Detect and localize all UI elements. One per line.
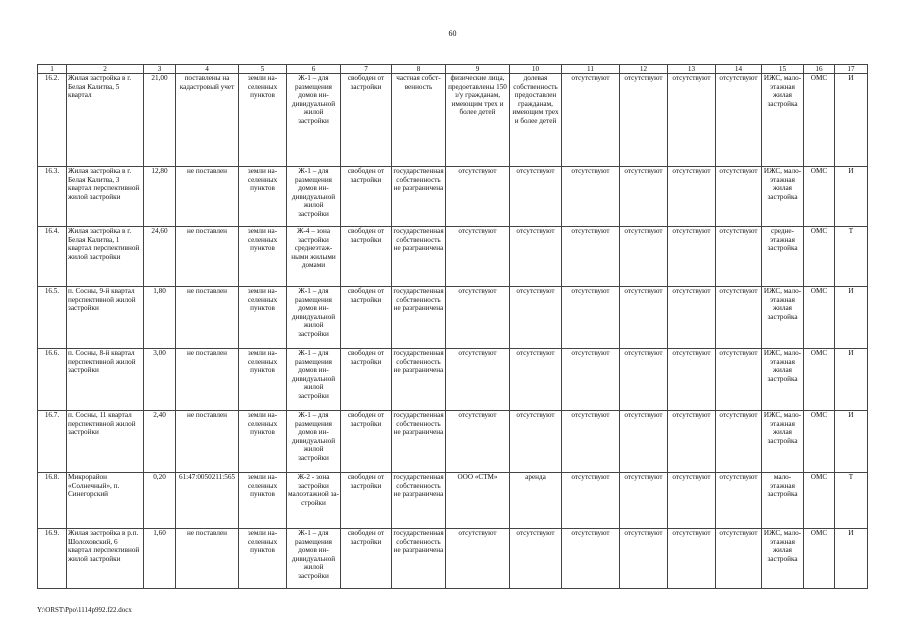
cell-column-12: отсутствуют bbox=[620, 74, 668, 167]
cell-right-type: отсутствуют bbox=[510, 529, 562, 589]
cell-permitted-use: Ж-1 – для размещения домов индивидуальной жилой застройки bbox=[287, 349, 341, 411]
cell-area: 0,20 bbox=[144, 473, 176, 529]
cell-cadastral-status: не поставлен bbox=[176, 167, 239, 227]
cell-column-13: отсутствуют bbox=[668, 349, 716, 411]
cell-ownership: государственная собственность не разграничена bbox=[392, 411, 446, 473]
column-number: 5 bbox=[239, 65, 287, 74]
cell-ownership: государственная собственность не разграничена bbox=[392, 473, 446, 529]
column-number: 4 bbox=[176, 65, 239, 74]
cell-item-number: 16.7. bbox=[38, 411, 67, 473]
cell-column-13: отсутствуют bbox=[668, 529, 716, 589]
cell-location: Микрорайон «Солнечный», п. Синегорский bbox=[67, 473, 144, 529]
cell-column-13: отсутствуют bbox=[668, 411, 716, 473]
cell-column-13: отсутствуют bbox=[668, 167, 716, 227]
cell-cadastral-status: 61:47:0050211:565 bbox=[176, 473, 239, 529]
cell-column-13: отсутствуют bbox=[668, 227, 716, 287]
cell-intended-use: малоэтажная застройка bbox=[762, 473, 804, 529]
cell-right-type: отсутствуют bbox=[510, 411, 562, 473]
cell-rights-holder: физические лица, предоетавлены 150 з/у гражданам, имеющим трех и более детей bbox=[446, 74, 510, 167]
cell-ownership: государственная собственность не разграничена bbox=[392, 167, 446, 227]
column-number: 15 bbox=[762, 65, 804, 74]
cell-ownership: частная собственность bbox=[392, 74, 446, 167]
cell-ownership: государственная собственность не разграничена bbox=[392, 349, 446, 411]
cell-location: Жилая застройка в р.п. Шолоховский, 6 квартал перспективной жилой застройки bbox=[67, 529, 144, 589]
cell-rights-holder: отсутствуют bbox=[446, 287, 510, 349]
cell-intended-use: ИЖС, малоэтажная жилая застройка bbox=[762, 411, 804, 473]
cell-column-14: отсутствуют bbox=[716, 349, 762, 411]
cell-authority: ОМС bbox=[804, 74, 835, 167]
cell-development-status: свободен от застройки bbox=[341, 287, 392, 349]
cell-authority: ОМС bbox=[804, 349, 835, 411]
table-row bbox=[38, 227, 868, 287]
cell-column-14: отсутствуют bbox=[716, 411, 762, 473]
cell-right-type: отсутствуют bbox=[510, 287, 562, 349]
cell-location: п. Сосны, 9-й квартал перспективной жилой застройки bbox=[67, 287, 144, 349]
cell-column-12: отсутствуют bbox=[620, 227, 668, 287]
cell-area: 21,00 bbox=[144, 74, 176, 167]
cell-type: И bbox=[835, 411, 868, 473]
cell-item-number: 16.4. bbox=[38, 227, 67, 287]
cell-development-status: свободен от застройки bbox=[341, 167, 392, 227]
cell-land-category: земли населенных пунктов bbox=[239, 167, 287, 227]
cell-column-14: отсутствуют bbox=[716, 529, 762, 589]
cell-permitted-use: Ж-1 – для размещения домов индивидуальной жилой застройки bbox=[287, 74, 341, 167]
cell-development-status: свободен от застройки bbox=[341, 473, 392, 529]
column-number: 17 bbox=[835, 65, 868, 74]
cell-encumbrances: отсутствуют bbox=[562, 167, 620, 227]
cell-location: Жилая застройка в г. Белая Калитва, 1 квартал перспективной жилой застройки bbox=[67, 227, 144, 287]
cell-development-status: свободен от застройки bbox=[341, 411, 392, 473]
cell-encumbrances: отсутствуют bbox=[562, 74, 620, 167]
table-row bbox=[38, 287, 868, 349]
cell-rights-holder: отсутствуют bbox=[446, 529, 510, 589]
cell-intended-use: ИЖС, малоэтажная жилая застройка bbox=[762, 529, 804, 589]
column-number: 2 bbox=[67, 65, 144, 74]
cell-item-number: 16.5. bbox=[38, 287, 67, 349]
cell-area: 12,80 bbox=[144, 167, 176, 227]
column-number-row bbox=[38, 65, 868, 74]
cell-permitted-use: Ж-1 – для размещения домов индивидуальной жилой застройки bbox=[287, 529, 341, 589]
cell-rights-holder: отсутствуют bbox=[446, 411, 510, 473]
cell-encumbrances: отсутствуют bbox=[562, 227, 620, 287]
cell-authority: ОМС bbox=[804, 227, 835, 287]
cell-land-category: земли населенных пунктов bbox=[239, 349, 287, 411]
cell-development-status: свободен от застройки bbox=[341, 227, 392, 287]
cell-encumbrances: отсутствуют bbox=[562, 349, 620, 411]
cell-rights-holder: отсутствуют bbox=[446, 349, 510, 411]
cell-item-number: 16.8. bbox=[38, 473, 67, 529]
cell-intended-use: ИЖС, малоэтажная жилая застройка bbox=[762, 74, 804, 167]
column-number: 7 bbox=[341, 65, 392, 74]
table-row bbox=[38, 74, 868, 167]
cell-item-number: 16.9. bbox=[38, 529, 67, 589]
cell-intended-use: среднеэтажная застройка bbox=[762, 227, 804, 287]
cell-location: Жилая застройка в г. Белая Калитва, 3 квартал перспективной жилой застройки bbox=[67, 167, 144, 227]
table-row bbox=[38, 167, 868, 227]
cell-ownership: государственная собственность не разграничена bbox=[392, 287, 446, 349]
cell-column-12: отсутствуют bbox=[620, 411, 668, 473]
cell-land-category: земли населенных пунктов bbox=[239, 473, 287, 529]
column-number: 6 bbox=[287, 65, 341, 74]
cell-development-status: свободен от застройки bbox=[341, 529, 392, 589]
column-number: 10 bbox=[510, 65, 562, 74]
cell-permitted-use: Ж-1 – для размещения домов индивидуальной жилой застройки bbox=[287, 411, 341, 473]
cell-column-12: отсутствуют bbox=[620, 473, 668, 529]
cell-encumbrances: отсутствуют bbox=[562, 473, 620, 529]
cell-cadastral-status: не поставлен bbox=[176, 227, 239, 287]
cell-column-14: отсутствуют bbox=[716, 74, 762, 167]
cell-encumbrances: отсутствуют bbox=[562, 411, 620, 473]
cell-type: И bbox=[835, 287, 868, 349]
cell-permitted-use: Ж-1 – для размещения домов индивидуальной жилой застройки bbox=[287, 287, 341, 349]
cell-item-number: 16.3. bbox=[38, 167, 67, 227]
column-number: 16 bbox=[804, 65, 835, 74]
cell-right-type: долевая собственность предоставлен гражданам, имеющим трех и более детей bbox=[510, 74, 562, 167]
cell-location: Жилая застройка в г. Белая Калитва, 5 квартал bbox=[67, 74, 144, 167]
cell-type: Т bbox=[835, 227, 868, 287]
cell-cadastral-status: поставлены на кадастровый учет bbox=[176, 74, 239, 167]
page-number: 60 bbox=[448, 29, 457, 38]
cell-rights-holder: отсутствуют bbox=[446, 167, 510, 227]
cell-authority: ОМС bbox=[804, 167, 835, 227]
cell-land-category: земли населенных пунктов bbox=[239, 287, 287, 349]
column-number: 13 bbox=[668, 65, 716, 74]
cell-item-number: 16.2. bbox=[38, 74, 67, 167]
cell-land-category: земли населенных пунктов bbox=[239, 74, 287, 167]
cell-type: Т bbox=[835, 473, 868, 529]
cell-item-number: 16.6. bbox=[38, 349, 67, 411]
cell-land-category: земли населенных пунктов bbox=[239, 227, 287, 287]
cell-location: п. Сосны, 11 квартал перспективной жилой застройки bbox=[67, 411, 144, 473]
column-number: 3 bbox=[144, 65, 176, 74]
table-row bbox=[38, 529, 868, 589]
cell-authority: ОМС bbox=[804, 411, 835, 473]
cell-right-type: отсутствуют bbox=[510, 349, 562, 411]
cell-rights-holder: отсутствуют bbox=[446, 227, 510, 287]
cell-column-13: отсутствуют bbox=[668, 74, 716, 167]
cell-column-13: отсутствуют bbox=[668, 473, 716, 529]
cell-land-category: земли населенных пунктов bbox=[239, 411, 287, 473]
column-number: 12 bbox=[620, 65, 668, 74]
cell-development-status: свободен от застройки bbox=[341, 74, 392, 167]
cell-column-14: отсутствуют bbox=[716, 227, 762, 287]
cell-land-category: земли населенных пунктов bbox=[239, 529, 287, 589]
column-number: 8 bbox=[392, 65, 446, 74]
cell-area: 3,00 bbox=[144, 349, 176, 411]
cell-column-13: отсутствуют bbox=[668, 287, 716, 349]
cell-area: 1,60 bbox=[144, 529, 176, 589]
column-number: 11 bbox=[562, 65, 620, 74]
cell-permitted-use: Ж-2 - зона застройки малоэтажной застройки bbox=[287, 473, 341, 529]
cell-development-status: свободен от застройки bbox=[341, 349, 392, 411]
cell-permitted-use: Ж-4 – зона застройки среднеэтажными жилыми домами bbox=[287, 227, 341, 287]
cell-permitted-use: Ж-1 – для размещения домов индивидуальной жилой застройки bbox=[287, 167, 341, 227]
cell-column-14: отсутствуют bbox=[716, 167, 762, 227]
cell-right-type: отсутствуют bbox=[510, 227, 562, 287]
cell-column-12: отсутствуют bbox=[620, 349, 668, 411]
cell-intended-use: ИЖС, малоэтажная жилая застройка bbox=[762, 349, 804, 411]
cell-column-12: отсутствуют bbox=[620, 287, 668, 349]
cell-column-14: отсутствуют bbox=[716, 287, 762, 349]
cell-right-type: аренда bbox=[510, 473, 562, 529]
footer-file-path: Y:\ORST\Ppo\1114p992.f22.docx bbox=[37, 606, 132, 614]
cell-area: 24,60 bbox=[144, 227, 176, 287]
cell-column-12: отсутствуют bbox=[620, 167, 668, 227]
cell-intended-use: ИЖС, малоэтажная жилая застройка bbox=[762, 167, 804, 227]
cell-cadastral-status: не поставлен bbox=[176, 349, 239, 411]
cell-area: 2,40 bbox=[144, 411, 176, 473]
cell-authority: ОМС bbox=[804, 473, 835, 529]
cell-type: И bbox=[835, 529, 868, 589]
cell-encumbrances: отсутствуют bbox=[562, 529, 620, 589]
table-row bbox=[38, 411, 868, 473]
land-plots-table bbox=[37, 64, 868, 589]
cell-type: И bbox=[835, 349, 868, 411]
cell-encumbrances: отсутствуют bbox=[562, 287, 620, 349]
cell-rights-holder: ООО «СТМ» bbox=[446, 473, 510, 529]
cell-ownership: государственная собственность не разграничена bbox=[392, 227, 446, 287]
cell-area: 1,80 bbox=[144, 287, 176, 349]
column-number: 1 bbox=[38, 65, 67, 74]
cell-cadastral-status: не поставлен bbox=[176, 287, 239, 349]
column-number: 9 bbox=[446, 65, 510, 74]
table-row bbox=[38, 349, 868, 411]
cell-authority: ОМС bbox=[804, 287, 835, 349]
cell-right-type: отсутствуют bbox=[510, 167, 562, 227]
cell-type: И bbox=[835, 74, 868, 167]
cell-cadastral-status: не поставлен bbox=[176, 411, 239, 473]
cell-intended-use: ИЖС, малоэтажная жилая застройка bbox=[762, 287, 804, 349]
cell-cadastral-status: не поставлен bbox=[176, 529, 239, 589]
cell-column-12: отсутствуют bbox=[620, 529, 668, 589]
cell-location: п. Сосны, 8-й квартал перспективной жилой застройки bbox=[67, 349, 144, 411]
cell-type: И bbox=[835, 167, 868, 227]
column-number: 14 bbox=[716, 65, 762, 74]
cell-ownership: государственная собственность не разграничена bbox=[392, 529, 446, 589]
cell-column-14: отсутствуют bbox=[716, 473, 762, 529]
table-row bbox=[38, 473, 868, 529]
cell-authority: ОМС bbox=[804, 529, 835, 589]
